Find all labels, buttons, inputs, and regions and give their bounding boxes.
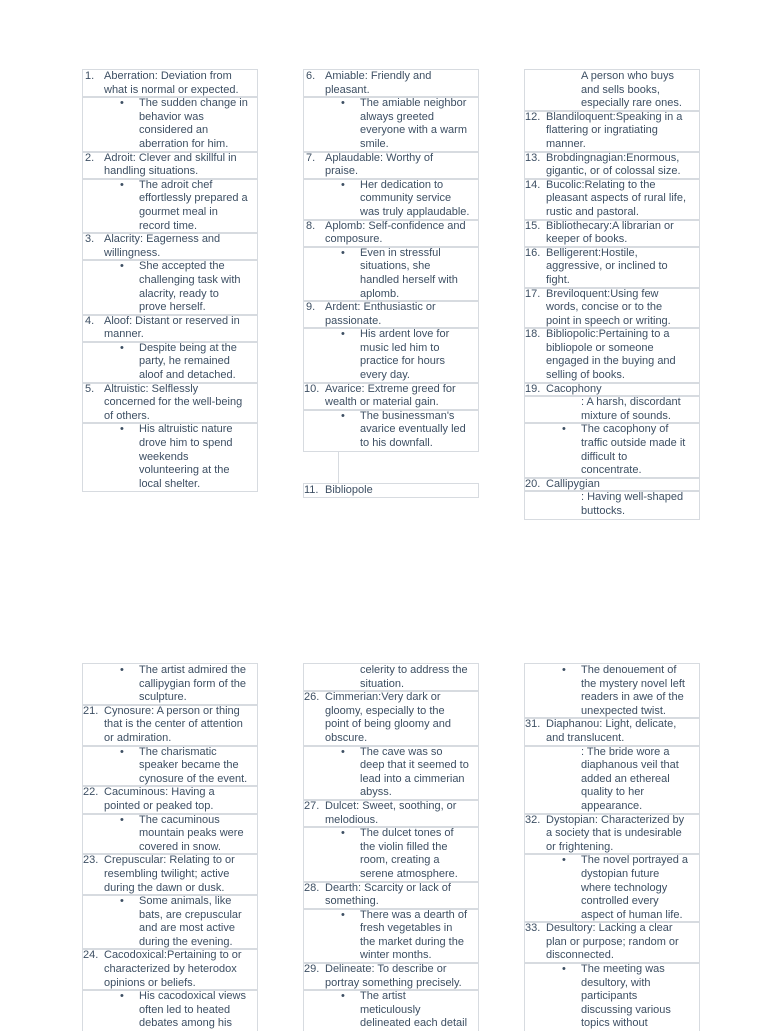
entry-term-definition: passionate. [325, 314, 382, 327]
example-sentence-line: debates among his [139, 1017, 232, 1030]
example-sentence-line: weekends [139, 450, 189, 463]
example-bullet [83, 179, 257, 233]
example-sentence-line: prove herself. [139, 301, 206, 314]
entry-term-definition: resembling twilight; active [104, 867, 230, 880]
example-sentence-line: The charismatic [139, 745, 217, 758]
bullet-icon: • [120, 423, 124, 436]
example-sentence-line: readers in awe of the [581, 691, 684, 704]
continued-example [304, 664, 478, 691]
bullet-icon: • [120, 664, 124, 676]
entry-term-definition: during the dawn or dusk. [104, 881, 225, 894]
entry-term-definition: bibliopole or someone [546, 341, 654, 354]
entry-number: 5. [85, 382, 95, 395]
vocab-entry [83, 70, 257, 97]
entry-term-definition: or frightening. [546, 840, 614, 853]
entry-term-definition: Crepuscular: Relating to or [104, 854, 235, 867]
entry-number: 14. [525, 178, 541, 191]
entry-number: 6. [306, 70, 316, 82]
entry-term-definition: pointed or peaked top. [104, 799, 214, 812]
example-sentence-line: The dulcet tones of [360, 827, 454, 840]
entry-term-definition: praise. [325, 165, 359, 178]
bullet-icon: • [562, 963, 566, 976]
example-sentence-line: Despite being at the [139, 341, 237, 354]
continued-example-line: situation. [360, 677, 405, 690]
example-sentence-line: There was a dearth of [360, 908, 468, 921]
example-sentence-line: aberration for him. [139, 137, 229, 150]
example-sentence-line: traffic outside made it [581, 437, 686, 450]
example-sentence-line: delineated each detail [360, 1017, 468, 1030]
bullet-icon: • [341, 827, 345, 840]
bullet-icon: • [120, 260, 124, 273]
bullet-icon: • [562, 423, 566, 436]
entry-term-definition: Blandiloquent:Speaking in a [546, 110, 683, 123]
example-bullet [304, 410, 478, 451]
entry-number: 9. [306, 301, 316, 314]
entry-number: 12. [525, 110, 541, 123]
entry-number: 15. [525, 219, 541, 232]
vocab-entry [304, 383, 478, 410]
entry-number: 33. [525, 922, 541, 935]
example-bullet [304, 909, 478, 963]
bullet-icon: • [341, 178, 345, 191]
entry-definition-line: mixture of sounds. [581, 409, 671, 422]
entry-number: 8. [306, 219, 316, 232]
entry-term-definition: Bibliopolic:Pertaining to a [546, 328, 670, 341]
vocab-entry [83, 383, 257, 424]
example-sentence-line: community service [360, 192, 452, 205]
example-sentence-line: gourmet meal in [139, 205, 218, 218]
entry-definition-line: : The bride wore a [581, 745, 670, 758]
example-sentence-line: the market during the [360, 935, 464, 948]
example-sentence-line: aplomb. [360, 287, 400, 300]
example-sentence-line: smile. [360, 137, 389, 150]
example-sentence-line: considered an [139, 124, 209, 137]
example-sentence-line: bats, are crepuscular [139, 908, 242, 921]
example-sentence-line: controlled every [581, 895, 659, 908]
page2-column-2 [304, 664, 478, 1031]
entry-term-definition: Cynosure: A person or thing [104, 704, 240, 717]
vocab-entry [525, 247, 699, 288]
entry-term-definition: something. [325, 895, 379, 908]
entry-term-definition: portray something precisely. [325, 976, 462, 989]
example-sentence-line: fresh vegetables in [360, 922, 453, 935]
example-sentence-line: His cacodoxical views [139, 990, 246, 1003]
vocab-entry [304, 220, 478, 247]
vocab-entry [525, 814, 699, 855]
entry-term-definition: Dulcet: Sweet, soothing, or [325, 799, 457, 812]
entry-term-definition: point of being gloomy and [325, 718, 451, 731]
entry-term-definition: Aplaudable: Worthy of [325, 151, 434, 164]
example-sentence-line: challenging task with [139, 273, 241, 286]
entry-number: 10. [304, 382, 320, 395]
entry-term-definition: manner. [104, 328, 144, 341]
entry-term-definition: Alacrity: Eagerness and [104, 233, 221, 246]
example-sentence-line: covered in snow. [139, 840, 221, 853]
example-bullet [525, 963, 699, 1031]
example-sentence-line: the violin filled the [360, 840, 448, 853]
entry-number: 13. [525, 151, 541, 164]
entry-definition [525, 491, 699, 518]
entry-term-definition: keeper of books. [546, 233, 628, 246]
vocab-entry [83, 949, 257, 990]
vocab-entry [525, 478, 699, 492]
page2-column-3 [525, 664, 699, 1031]
example-sentence-line: dystopian future [581, 867, 660, 880]
entry-term-definition: Dystopian: Characterized by [546, 813, 685, 826]
example-sentence-line: and are most active [139, 922, 235, 935]
entry-term-definition: Ardent: Enthusiastic or [325, 301, 436, 314]
example-sentence-line: avarice eventually led [360, 423, 466, 436]
example-sentence-line: always greeted [360, 110, 434, 123]
entry-term-definition: disconnected. [546, 949, 614, 962]
entry-definition-line: added an ethereal [581, 772, 670, 785]
example-bullet [83, 97, 257, 151]
entry-definition-line: : A harsh, discordant [581, 396, 681, 409]
vocab-entry [83, 786, 257, 813]
entry-number: 1. [85, 70, 95, 82]
example-bullet [304, 247, 478, 301]
example-sentence-line: handled herself with [360, 273, 458, 286]
continued-definition [525, 70, 699, 111]
example-sentence-line: The businessman's [360, 409, 455, 422]
entry-term-definition: and translucent. [546, 731, 625, 744]
vocab-entry [304, 963, 478, 990]
example-sentence-line: participants [581, 990, 638, 1003]
entry-term-definition: gloomy, especially to the [325, 704, 445, 717]
example-sentence-line: The novel portrayed a [581, 854, 689, 867]
example-sentence-line: the mystery novel left [581, 677, 685, 690]
bullet-icon: • [120, 745, 124, 758]
entry-term-definition: Cimmerian:Very dark or [325, 691, 441, 704]
example-sentence-line: was truly applaudable. [360, 205, 470, 218]
example-sentence-line: abyss. [360, 786, 392, 799]
vocab-entry [525, 718, 699, 745]
example-sentence-line: room, creating a [360, 854, 440, 867]
entry-number: 23. [83, 854, 99, 867]
entry-term-definition: willingness. [104, 246, 161, 259]
entry-number: 29. [304, 963, 320, 976]
example-sentence-line: where technology [581, 881, 668, 894]
entry-number: 3. [85, 233, 95, 246]
entry-number: 7. [306, 151, 316, 164]
entry-definition [525, 396, 699, 423]
entry-term-definition: Amiable: Friendly and [325, 70, 432, 82]
entry-definition-line: diaphanous veil that [581, 759, 679, 772]
bullet-icon: • [341, 409, 345, 422]
vocab-entry [525, 152, 699, 179]
entry-definition-line: appearance. [581, 799, 643, 812]
entry-term-definition: opinions or beliefs. [104, 976, 196, 989]
example-sentence-line: aspect of human life. [581, 908, 683, 921]
example-sentence-line: The amiable neighbor [360, 97, 467, 110]
example-sentence-line: concentrate. [581, 464, 642, 477]
entry-term-definition: Breviloquent:Using few [546, 287, 659, 300]
example-sentence-line: The meeting was [581, 963, 665, 976]
entry-term-definition: composure. [325, 233, 383, 246]
bullet-icon: • [341, 990, 345, 1003]
example-sentence-line: winter months. [360, 949, 432, 962]
vocab-entry [525, 179, 699, 220]
entry-term-definition: what is normal or expected. [104, 83, 239, 96]
example-sentence-line: The denouement of [581, 664, 677, 676]
entry-definition [525, 746, 699, 814]
example-sentence-line: difficult to [581, 450, 628, 463]
bullet-icon: • [341, 908, 345, 921]
entry-number: 19. [525, 382, 541, 395]
bullet-icon: • [341, 97, 345, 110]
entry-number: 16. [525, 246, 541, 259]
entry-term-definition: characterized by heterodox [104, 963, 237, 976]
entry-term-definition: point in speech or writing. [546, 314, 671, 327]
entry-definition-line: quality to her [581, 786, 644, 799]
example-sentence-line: to his downfall. [360, 437, 433, 450]
entry-definition-line: : Having well-shaped [581, 491, 684, 504]
bullet-icon: • [341, 328, 345, 341]
entry-number: 2. [85, 151, 95, 164]
page2-column-1 [83, 664, 257, 1031]
entry-number: 22. [83, 786, 99, 799]
example-sentence-line: practice for hours [360, 355, 445, 368]
vocab-entry [83, 152, 257, 179]
example-sentence-line: effortlessly prepared a [139, 192, 248, 205]
entry-number: 18. [525, 328, 541, 341]
vocab-entry [525, 288, 699, 329]
example-sentence-line: lead into a cimmerian [360, 772, 465, 785]
example-bullet [304, 827, 478, 881]
entry-term-definition: flattering or ingratiating [546, 124, 658, 137]
entry-term-definition: Diaphanou: Light, delicate, [546, 718, 677, 731]
entry-term-definition: pleasant. [325, 83, 370, 96]
example-bullet [83, 746, 257, 787]
bullet-icon: • [120, 97, 124, 110]
vocab-entry [304, 882, 478, 909]
entry-number: 4. [85, 314, 95, 327]
bullet-icon: • [120, 895, 124, 908]
vocab-entry [304, 152, 478, 179]
example-sentence-line: aloof and detached. [139, 369, 236, 382]
entry-term-definition: melodious. [325, 813, 379, 826]
example-sentence-line: The cave was so [360, 745, 443, 758]
vocab-entry [83, 854, 257, 895]
entry-term-definition: wealth or material gain. [325, 396, 439, 409]
entry-number: 27. [304, 799, 320, 812]
entry-term-definition: fight. [546, 273, 570, 286]
entry-term-definition: selling of books. [546, 369, 625, 382]
entry-term-definition: manner. [546, 137, 586, 150]
example-bullet [525, 423, 699, 477]
entry-term-definition: handling situations. [104, 165, 199, 178]
example-bullet [83, 814, 257, 855]
example-sentence-line: alacrity, ready to [139, 287, 219, 300]
example-sentence-line: discussing various [581, 1003, 671, 1016]
vocab-entry [304, 484, 478, 498]
entry-term-definition: gigantic, or of colossal size. [546, 165, 681, 178]
example-sentence-line: situations, she [360, 260, 431, 273]
entry-number: 21. [83, 704, 99, 717]
entry-term-definition: of others. [104, 409, 150, 422]
entry-term-definition: plan or purpose; random or [546, 935, 679, 948]
page1-column-3 [525, 70, 699, 519]
entry-term-definition: engaged in the buying and [546, 355, 676, 368]
continued-definition-line: and sells books, [581, 83, 660, 96]
bullet-icon: • [341, 246, 345, 259]
example-sentence-line: music led him to [360, 341, 440, 354]
example-bullet [304, 746, 478, 800]
vocab-entry [525, 111, 699, 152]
example-sentence-line: The adroit chef [139, 178, 213, 191]
example-bullet [83, 260, 257, 314]
entry-number: 24. [83, 949, 99, 962]
entry-term-definition: concerned for the well-being [104, 396, 243, 409]
example-sentence-line: speaker became the [139, 759, 239, 772]
example-sentence-line: The artist [360, 990, 406, 1003]
example-bullet [304, 328, 478, 382]
example-sentence-line: serene atmosphere. [360, 867, 458, 880]
example-sentence-line: Her dedication to [360, 178, 444, 191]
example-sentence-line: record time. [139, 219, 198, 232]
bullet-icon: • [562, 854, 566, 867]
entry-term-definition: that is the center of attention [104, 718, 243, 731]
bullet-icon: • [562, 664, 566, 676]
entry-term-definition: obscure. [325, 731, 368, 744]
entry-number: 20. [525, 477, 541, 490]
entry-term-definition: Aplomb: Self-confidence and [325, 219, 466, 232]
example-sentence-line: local shelter. [139, 477, 201, 490]
vocab-entry [83, 233, 257, 260]
example-bullet [304, 990, 478, 1031]
example-bullet [525, 664, 699, 718]
entry-number: 32. [525, 813, 541, 826]
example-sentence-line: The cacophony of [581, 423, 669, 436]
example-sentence-line: topics without [581, 1017, 648, 1030]
entry-definition-line: buttocks. [581, 505, 626, 517]
example-sentence-line: The artist admired the [139, 664, 246, 676]
example-sentence-line: meticulously [360, 1003, 421, 1016]
example-sentence-line: sculpture. [139, 691, 187, 704]
entry-term-definition: Brobdingnagian:Enormous, [546, 151, 680, 164]
entry-number: 31. [525, 718, 541, 731]
entry-term-definition: Callipygian [546, 477, 600, 490]
example-sentence-line: everyone with a warm [360, 124, 467, 137]
example-sentence-line: behavior was [139, 110, 204, 123]
entry-term-definition: a society that is undesirable [546, 827, 682, 840]
entry-term-definition: Cacodoxical:Pertaining to or [104, 949, 242, 962]
example-sentence-line: volunteering at the [139, 464, 230, 477]
vocab-entry [525, 220, 699, 247]
entry-term-definition: Avarice: Extreme greed for [325, 382, 456, 395]
example-sentence-line: deep that it seemed to [360, 759, 469, 772]
example-sentence-line: unexpected twist. [581, 704, 666, 717]
vocab-entry [525, 328, 699, 382]
entry-term-definition: Belligerent:Hostile, [546, 246, 638, 259]
bullet-icon: • [341, 745, 345, 758]
vocab-entry [525, 383, 699, 397]
example-bullet [83, 664, 257, 705]
example-sentence-line: She accepted the [139, 260, 225, 273]
example-sentence-line: The sudden change in [139, 97, 248, 110]
bullet-icon: • [120, 813, 124, 826]
page1-column-1 [83, 70, 257, 491]
entry-number: 26. [304, 691, 320, 704]
example-sentence-line: callipygian form of the [139, 677, 246, 690]
example-sentence-line: during the evening. [139, 935, 233, 948]
entry-term-definition: pleasant aspects of rural life, [546, 192, 687, 205]
entry-term-definition: Aberration: Deviation from [104, 70, 232, 82]
vocab-entry [525, 922, 699, 963]
continued-example-line: celerity to address the [360, 664, 468, 676]
example-sentence-line: every day. [360, 369, 410, 382]
example-sentence-line: mountain peaks were [139, 827, 244, 840]
example-bullet [83, 990, 257, 1031]
entry-term-definition: Desultory: Lacking a clear [546, 922, 673, 935]
example-bullet [83, 895, 257, 949]
vocab-entry [304, 70, 478, 97]
example-bullet [83, 342, 257, 383]
entry-term-definition: Aloof: Distant or reserved in [104, 314, 240, 327]
example-sentence-line: Even in stressful [360, 246, 441, 259]
page1-column-2 [304, 70, 478, 497]
entry-term-definition: or admiration. [104, 731, 172, 744]
entry-term-definition: Delineate: To describe or [325, 963, 447, 976]
vocab-entry [83, 315, 257, 342]
entry-term-definition: aggressive, or inclined to [546, 260, 668, 273]
example-sentence-line: The cacuminous [139, 813, 220, 826]
example-sentence-line: Some animals, like [139, 895, 232, 908]
entry-number: 28. [304, 881, 320, 894]
entry-term-definition: Altruistic: Selflessly [104, 382, 199, 395]
example-bullet [304, 97, 478, 151]
vocab-entry [83, 705, 257, 746]
example-bullet [525, 854, 699, 922]
example-sentence-line: drove him to spend [139, 437, 233, 450]
entry-term-definition: Dearth: Scarcity or lack of [325, 881, 451, 894]
entry-term-definition: Cacuminous: Having a [104, 786, 215, 799]
example-sentence-line: party, he remained [139, 355, 230, 368]
vocab-entry [304, 800, 478, 827]
entry-term-definition: words, concise or to the [546, 301, 663, 314]
entry-term-definition: Adroit: Clever and skillful in [104, 151, 237, 164]
continued-definition-line: especially rare ones. [581, 97, 682, 110]
example-bullet [304, 179, 478, 220]
example-sentence-line: His ardent love for [360, 328, 450, 341]
bullet-icon: • [120, 178, 124, 191]
example-bullet [83, 423, 257, 491]
entry-number: 17. [525, 287, 541, 300]
example-sentence-line: His altruistic nature [139, 423, 233, 436]
bullet-icon: • [120, 990, 124, 1003]
bullet-icon: • [120, 341, 124, 354]
column-gap [338, 451, 478, 484]
entry-term-definition: Bibliothecary:A librarian or [546, 219, 674, 232]
example-sentence-line: often led to heated [139, 1003, 231, 1016]
example-sentence-line: desultory, with [581, 976, 651, 989]
entry-term-definition: Cacophony [546, 382, 602, 395]
entry-term-definition: Bibliopole [325, 483, 373, 496]
vocab-entry [304, 301, 478, 328]
entry-term-definition: rustic and pastoral. [546, 205, 639, 218]
entry-term-definition: Bucolic:Relating to the [546, 178, 656, 191]
vocab-entry [304, 691, 478, 745]
continued-definition-line: A person who buys [581, 70, 674, 82]
entry-number: 11. [304, 483, 319, 496]
example-sentence-line: cynosure of the event. [139, 772, 248, 785]
